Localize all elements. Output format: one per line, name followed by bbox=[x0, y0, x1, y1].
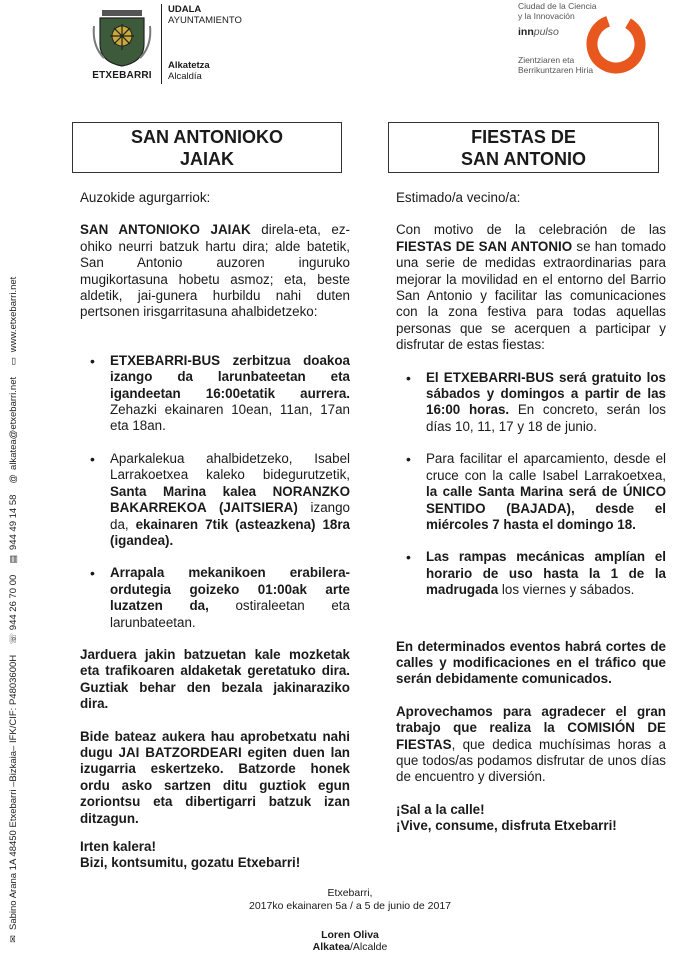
mail-envelope-icon: ✉ bbox=[8, 935, 18, 943]
alcaldia-label: Alcaldía bbox=[168, 71, 202, 82]
innpulso-line2: y la Innovación bbox=[518, 11, 575, 21]
alkatetza-label: Alkatetza bbox=[168, 60, 210, 71]
spanish-title-line1: FIESTAS DE bbox=[471, 127, 576, 147]
innpulso-line4: Berrikuntzaren Hiria bbox=[518, 65, 594, 75]
innpulso-ring-logo-icon bbox=[576, 4, 648, 76]
basque-cuts-notice: Jarduera jakin batzuetan kale mozketak eta trafikoaren aldaketak geretatuko dira. Guztiak behar den bezala jakinaraziko dira. bbox=[80, 646, 350, 712]
footer-signer: Loren Oliva bbox=[321, 929, 379, 941]
spanish-title-line2: SAN ANTONIO bbox=[460, 149, 586, 169]
list-item: • El ETXEBARRI-BUS será gratuito los sábados y domingos a partir de las 16:00 horas. En concreto, serán los días 10, 11, 17 y 18 de junio. bbox=[396, 370, 666, 436]
list-item: • Las rampas mecánicas amplían el horario de uso hasta la 1 de la madrugada los viernes y sábados. bbox=[396, 549, 666, 598]
basque-column bbox=[80, 190, 350, 888]
basque-title-box bbox=[72, 122, 342, 173]
email-icon: @ bbox=[8, 474, 18, 484]
etxebarri-coat-of-arms-icon bbox=[92, 6, 152, 68]
spanish-cuts-notice: En determinados eventos habrá cortes de calles y modificaciones en el tráfico que serán debidamente comunicados. bbox=[396, 638, 666, 687]
phone-icon: ☏ bbox=[8, 632, 18, 645]
udala-label: UDALA bbox=[168, 4, 202, 15]
town-name: ETXEBARRI bbox=[92, 70, 152, 81]
innpulso-brand: innpulso bbox=[518, 26, 559, 38]
fax-text: 944 49 14 58 bbox=[8, 494, 19, 551]
spanish-measures-list bbox=[396, 370, 666, 599]
phone-text: 944 26 70 00 bbox=[8, 574, 19, 631]
spanish-intro: Con motivo de la celebración de las FIESTAS DE SAN ANTONIO se han tomado una serie de medidas extraordinarias para mejorar la movilidad en el entorno del Barrio San Antonio y facilitar las comunicaciones con la zona festiva para todas aquellas personas que se acerquen a participar y disfrutar de estas fiestas: bbox=[396, 222, 666, 353]
basque-greeting: Auzokide agurgarriok: bbox=[80, 190, 211, 205]
header-divider bbox=[161, 4, 162, 84]
fax-icon: ▤ bbox=[8, 554, 18, 564]
list-item: • ETXEBARRI-BUS zerbitzua doakoa izango da larunbateetan eta igandeetan 16:00etatik aurrera. Zehazki ekainaren 10ean, 11an, 17an eta 18an. bbox=[80, 353, 350, 435]
spanish-thanks: Aprovechamos para agradecer el gran trabajo que realiza la COMISIÓN DE FIESTAS, que dedica muchísimas horas a que todos/as podamos disfrutar de unos días de encuentro y diversión. bbox=[396, 703, 666, 785]
basque-title-line2: JAIAK bbox=[179, 149, 234, 169]
basque-intro: SAN ANTONIOKO JAIAK direla-eta, ez-ohiko neurri batzuk hartu dira; alde batetik, San Antonio auzoren inguruko mugikortasuna hobetu asmoz; eta, beste aldetik, jai-gunera hurbildu nahi duten pertsonen irisgarritasuna ahalbidetzeko: bbox=[80, 222, 351, 320]
web-text: www.etxebarri.net bbox=[8, 276, 19, 353]
email-text: alkatea@etxebarri.net bbox=[8, 376, 19, 470]
list-item: • Arrapala mekanikoen erabilera-ordutegia goizeko 01:00ak arte luzatzen da, ostiraleetan eta larunbateetan. bbox=[80, 565, 350, 631]
web-icon: ▭ bbox=[8, 356, 18, 366]
footer-role: Alkatea/Alcalde bbox=[312, 941, 388, 953]
spanish-title-box bbox=[388, 122, 659, 173]
ayuntamiento-label: AYUNTAMIENTO bbox=[168, 15, 242, 26]
footer-place: Etxebarri, bbox=[327, 887, 373, 899]
spanish-greeting: Estimado/a vecino/a: bbox=[396, 190, 521, 205]
innpulso-line1: Ciudad de la Ciencia bbox=[518, 1, 597, 11]
basque-thanks: Bide bateaz aukera hau aprobetxatu nahi dugu JAI BATZORDEARI egiten duen lan izugarria eskertzeko. Batzorde honek ordu asko sartzen ditu guztiok egun zoriontsu eta dibertigarri batzuk izan ditzagun. bbox=[80, 728, 350, 826]
list-item: • Aparkalekua ahalbidetzeko, Isabel Larrakoetxea kaleko bidegurutzetik, Santa Marina kalea NORANZKO BAKARREKOA (JAITSIERA) izango da, ekainaren 7tik (asteazkena) 18ra (igandea). bbox=[80, 451, 350, 549]
list-item: • Para facilitar el aparcamiento, desde el cruce con la calle Isabel Larrakoetxea, la calle Santa Marina será de ÚNICO SENTIDO (BAJADA), desde el miércoles 7 hasta el domingo 18. bbox=[396, 451, 666, 533]
footer-date: 2017ko ekainaren 5a / a 5 de junio de 2017 bbox=[249, 900, 451, 912]
contact-info-vertical bbox=[6, 132, 20, 952]
basque-title-line1: SAN ANTONIOKO bbox=[130, 127, 283, 147]
spanish-closing: ¡Sal a la calle! ¡Vive, consume, disfruta Etxebarri! bbox=[396, 801, 617, 834]
basque-closing: Irten kalera! Bizi, kontsumitu, gozatu Etxebarri! bbox=[80, 839, 301, 871]
address-text: Sabino Arana 1A 48450 Etxebarri –Bizkaia– IFK/CIF: P4803600H bbox=[8, 654, 19, 930]
basque-measures-list bbox=[80, 353, 350, 631]
innpulso-line3: Zientziaren eta bbox=[518, 55, 575, 65]
spanish-column bbox=[396, 190, 666, 851]
